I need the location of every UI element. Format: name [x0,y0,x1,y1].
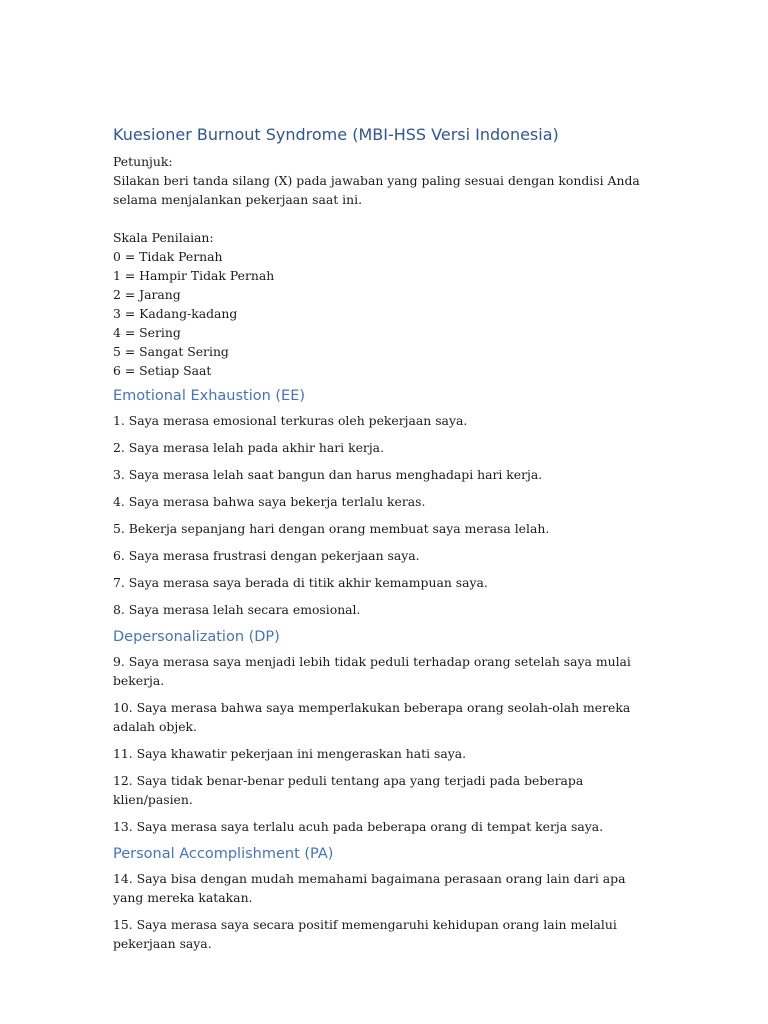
section-heading: Personal Accomplishment (PA) [113,846,334,862]
scale-item: 0 = Tidak Pernah [113,249,223,264]
document-title: Kuesioner Burnout Syndrome (MBI-HSS Versi Indonesia) [113,125,559,144]
scale-item: 5 = Sangat Sering [113,344,229,359]
question-item: 14. Saya bisa dengan mudah memahami bagaimana perasaan orang lain dari apa yang mereka katakan. [113,871,626,905]
question-item: 4. Saya merasa bahwa saya bekerja terlalu keras. [113,494,426,509]
question-item: 9. Saya merasa saya menjadi lebih tidak peduli terhadap orang setelah saya mulai bekerja. [113,654,631,688]
question-item: 1. Saya merasa emosional terkuras oleh pekerjaan saya. [113,413,468,428]
question-item: 12. Saya tidak benar-benar peduli tentang apa yang terjadi pada beberapa klien/pasien. [113,773,584,807]
scale-item: 4 = Sering [113,325,181,340]
scale-item: 3 = Kadang-kadang [113,306,238,321]
question-item: 6. Saya merasa frustrasi dengan pekerjaan saya. [113,548,420,563]
question-item: 13. Saya merasa saya terlalu acuh pada beberapa orang di tempat kerja saya. [113,819,604,834]
question-item: 7. Saya merasa saya berada di titik akhir kemampuan saya. [113,575,488,590]
question-item: 11. Saya khawatir pekerjaan ini mengeraskan hati saya. [113,746,467,761]
instructions-text: Silakan beri tanda silang (X) pada jawaban yang paling sesuai dengan kondisi Anda selama menjalankan pekerjaan saat ini. [113,173,640,207]
question-item: 5. Bekerja sepanjang hari dengan orang membuat saya merasa lelah. [113,521,550,536]
question-item: 3. Saya merasa lelah saat bangun dan harus menghadapi hari kerja. [113,467,543,482]
instructions-label: Petunjuk: [113,154,173,169]
question-item: 10. Saya merasa bahwa saya memperlakukan beberapa orang seolah-olah mereka adalah objek. [113,700,631,734]
question-item: 2. Saya merasa lelah pada akhir hari kerja. [113,440,385,455]
section-heading: Emotional Exhaustion (EE) [113,388,306,404]
scale-label: Skala Penilaian: [113,230,214,245]
document-page [113,124,653,961]
question-item: 15. Saya merasa saya secara positif memengaruhi kehidupan orang lain melalui pekerjaan saya. [113,917,617,951]
section-heading: Depersonalization (DP) [113,629,280,645]
section-emotional-exhaustion [113,386,653,619]
section-depersonalization [113,627,653,836]
scale-item: 1 = Hampir Tidak Pernah [113,268,275,283]
section-personal-accomplishment [113,844,653,953]
scale-list [113,247,653,380]
scale-item: 6 = Setiap Saat [113,363,212,378]
scale-item: 2 = Jarang [113,287,181,302]
spacer [113,209,653,228]
question-item: 8. Saya merasa lelah secara emosional. [113,602,361,617]
